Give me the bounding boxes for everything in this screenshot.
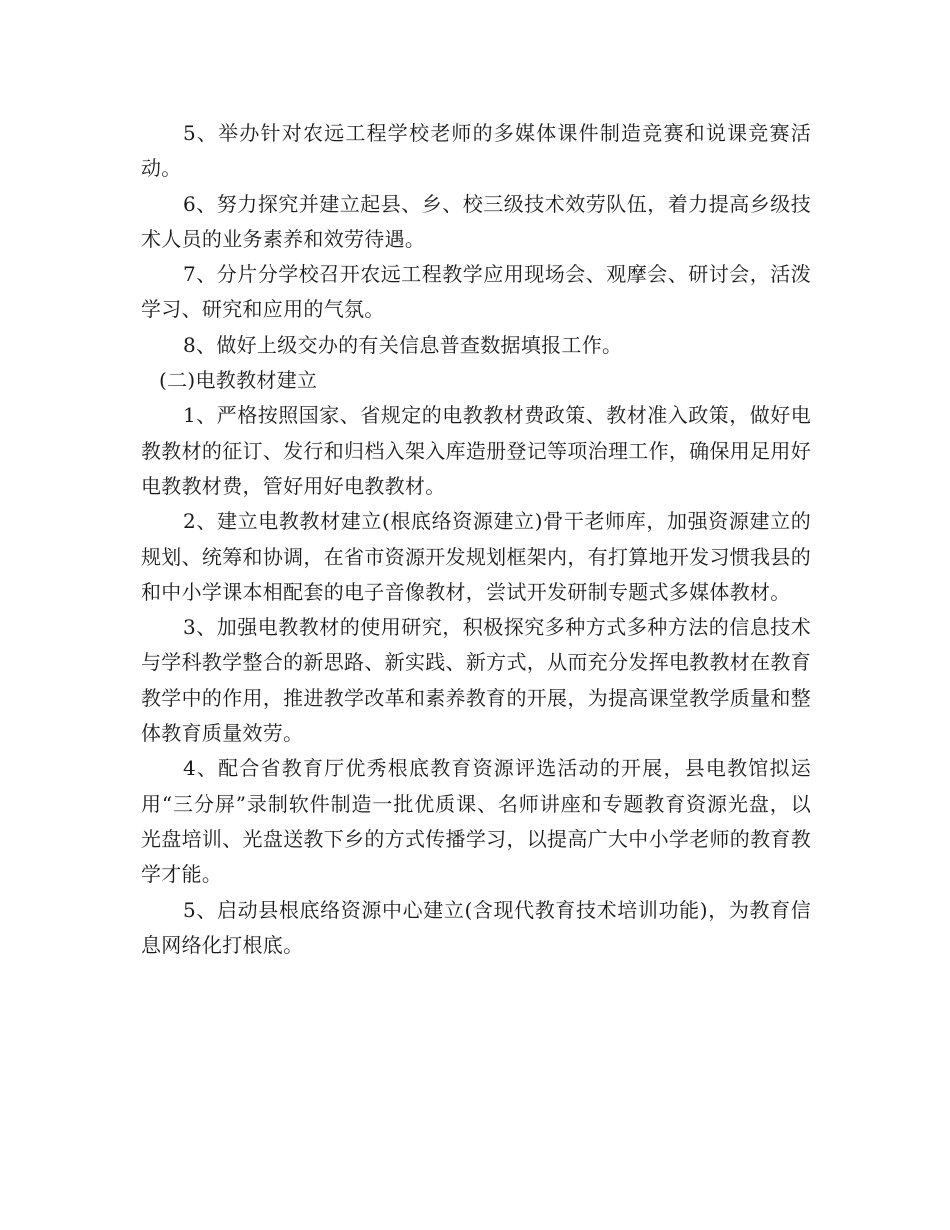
paragraph-item-1-materials-policy: 1、严格按照国家、省规定的电教教材费政策、教材准入政策，做好电教教材的征订、发行和归档入架入库造册登记等项治理工作，确保用足用好电教教材费，管好用好电教教材。 — [141, 403, 811, 498]
paragraph-item-3-usage-research: 3、加强电教教材的使用研究，积极探究多种方式多种方法的信息技术与学科教学整合的新思路、新实践、新方式，从而充分发挥电教教材在教育教学中的作用，推进教学改革和素养教育的开展，为提高课堂教学质量和整体教育质量效劳。 — [141, 615, 811, 746]
paragraph-item-4-resource-discs: 4、配合省教育厅优秀根底教育资源评选活动的开展，县电教馆拟运用“三分屏”录制软件制造一批优质课、名师讲座和专题教育资源光盘，以光盘培训、光盘送教下乡的方式传播学习，以提高广大中小学老师的教育教学才能。 — [141, 756, 811, 887]
paragraph-item-2-teacher-pool: 2、建立电教教材建立(根底络资源建立)骨干老师库，加强资源建立的规划、统筹和协调，在省市资源开发规划框架内，有打算地开发习惯我县的和中小学课本相配套的电子音像教材，尝试开发研制专题式多媒体教材。 — [141, 509, 811, 604]
paragraph-item-6-tech-service-team: 6、努力探究并建立起县、乡、校三级技术效劳队伍，着力提高乡级技术人员的业务素养和效劳待遇。 — [141, 191, 811, 251]
paragraph-item-8-data-reporting: 8、做好上级交办的有关信息普查数据填报工作。 — [183, 332, 623, 357]
paragraph-item-5-courseware-contest: 5、举办针对农远工程学校老师的多媒体课件制造竞赛和说课竞赛活动。 — [141, 121, 811, 181]
paragraph-item-5-resource-center: 5、启动县根底络资源中心建立(含现代教育技术培训功能)，为教育信息网络化打根底。 — [141, 897, 811, 957]
paragraph-item-7-onsite-meetings: 7、分片分学校召开农远工程教学应用现场会、观摩会、研讨会，活泼学习、研究和应用的气氛。 — [141, 262, 811, 322]
document-body — [141, 116, 811, 963]
section-heading-materials: (二)电教教材建立 — [159, 368, 318, 393]
